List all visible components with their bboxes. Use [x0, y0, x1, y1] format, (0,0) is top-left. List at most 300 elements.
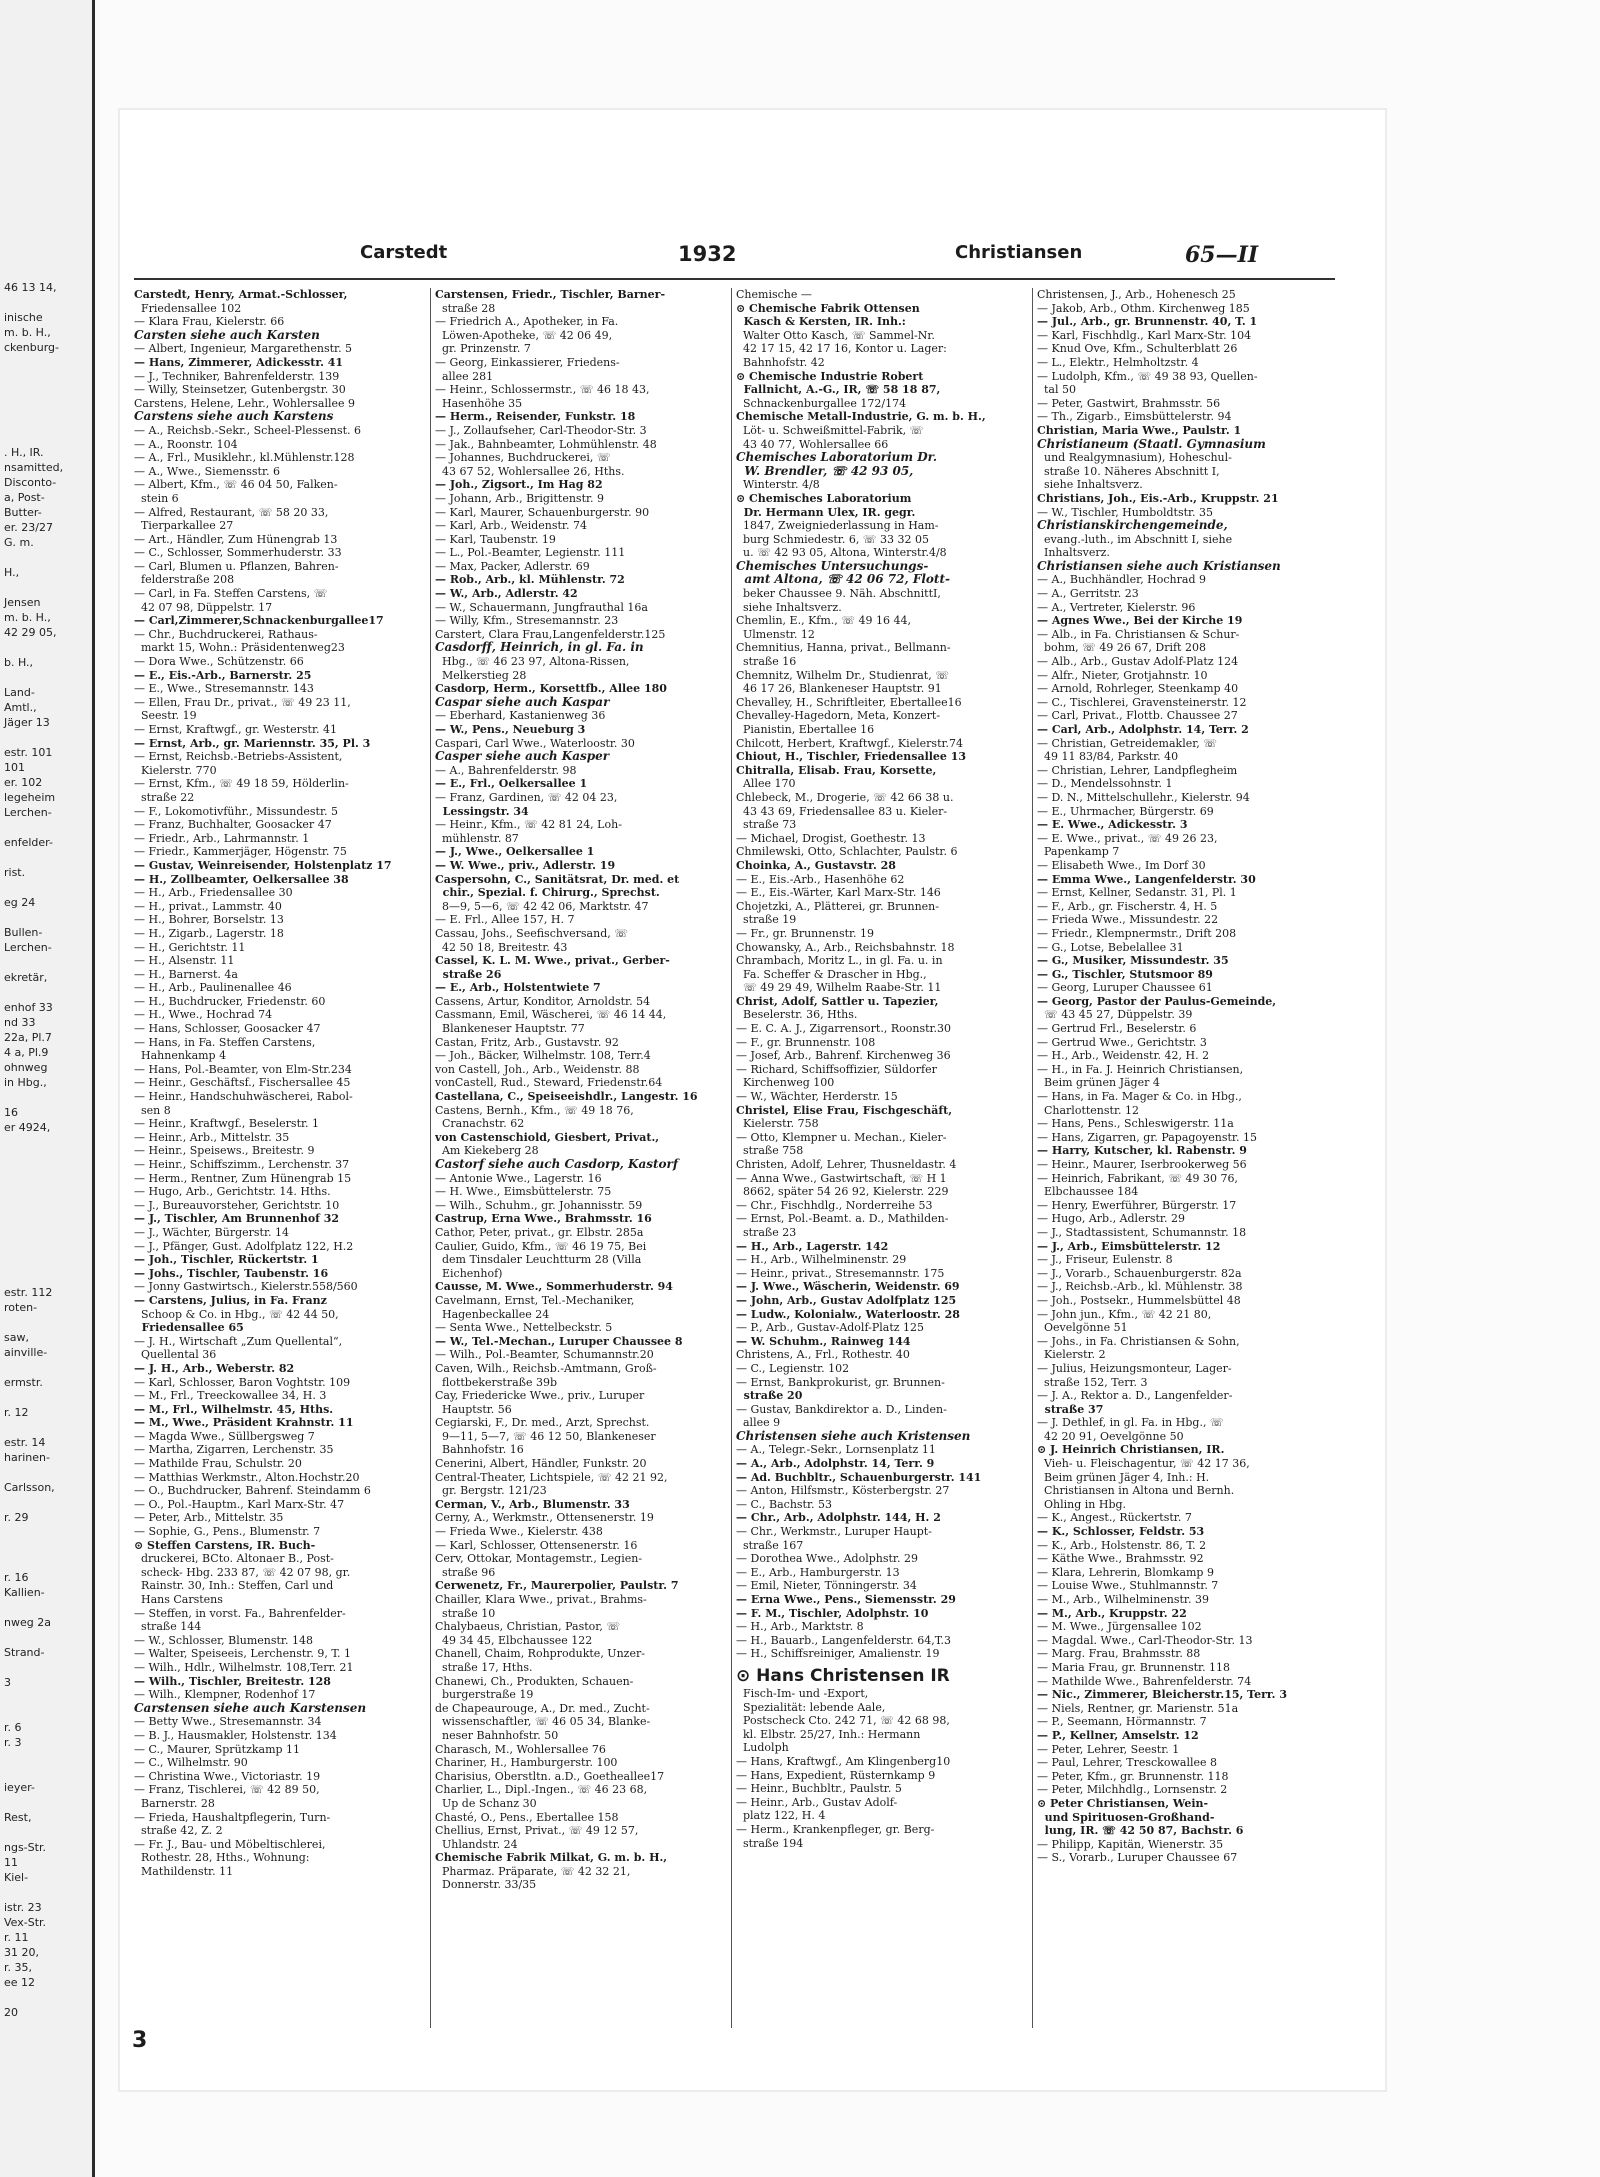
directory-entry: Chalybaeus, Christian, Pastor, ☏: [435, 1620, 621, 1634]
directory-entry: 42 50 18, Breitestr. 43: [435, 940, 568, 954]
directory-entry: — J. H., Arb., Weberstr. 82: [134, 1361, 295, 1375]
gutter-fragment: [0, 1240, 67, 1255]
directory-entry: Rothestr. 28, Hths., Wohnung:: [134, 1851, 310, 1865]
directory-entry: Castrup, Erna Wwe., Brahmsstr. 16: [435, 1212, 652, 1226]
directory-entry: straße 37: [1037, 1402, 1104, 1416]
gutter-fragment: [0, 1495, 67, 1510]
gutter-fragment: r. 6: [4, 1721, 22, 1734]
directory-entry: 46 17 26, Blankeneser Hauptstr. 91: [736, 682, 942, 696]
directory-entry: — G., Musiker, Missundestr. 35: [1037, 954, 1229, 968]
gutter-fragment: [0, 910, 67, 925]
directory-entry: Beim grünen Jäger 4: [1037, 1076, 1160, 1090]
directory-entry: — Hans, Zigarren, gr. Papagoyenstr. 15: [1037, 1130, 1257, 1144]
directory-entry: ⊙ J. Heinrich Christiansen, IR.: [1037, 1443, 1225, 1457]
directory-entry: straße 19: [736, 913, 797, 927]
directory-entry: — Christina Wwe., Victoriastr. 19: [134, 1769, 321, 1783]
directory-entry: Melkerstieg 28: [435, 668, 527, 682]
directory-entry: — W., Schauermann, Jungfrauthal 16a: [435, 600, 648, 614]
directory-entry: — Alfr., Nieter, Grotjahnstr. 10: [1037, 668, 1208, 682]
directory-entry: — Knud Ove, Kfm., Schulterblatt 26: [1037, 342, 1238, 356]
directory-entry: Charasch, M., Wohlersallee 76: [435, 1742, 606, 1756]
gutter-fragment: [0, 1360, 67, 1375]
gutter-fragment: istr. 23: [4, 1901, 42, 1914]
directory-entry: — J., Arb., Eimsbüttelerstr. 12: [1037, 1239, 1221, 1253]
directory-entry: — Jak., Bahnbeamter, Lohmühlenstr. 48: [435, 437, 657, 451]
directory-entry: — G., Lotse, Bebelallee 31: [1037, 940, 1184, 954]
directory-entry: — Jul., Arb., gr. Brunnenstr. 40, T. 1: [1037, 315, 1258, 329]
gutter-fragment: [0, 1690, 67, 1705]
directory-entry: Carsten siehe auch Karsten: [134, 328, 320, 342]
directory-entry: straße 144: [134, 1620, 202, 1634]
directory-entry: — Wilh., Schuhm., gr. Johannisstr. 59: [435, 1198, 643, 1212]
directory-entry: — Jakob, Arb., Othm. Kirchenweg 185: [1037, 301, 1250, 315]
directory-entry: siehe Inhaltsverz.: [1037, 478, 1143, 492]
gutter-fragment: [0, 355, 67, 370]
directory-entry: Castellana, C., Speiseeishdlr., Langestr. 16: [435, 1090, 698, 1104]
gutter-fragment: harinen-: [4, 1451, 50, 1464]
directory-entry: — Joh., Zigsort., Im Hag 82: [435, 478, 603, 492]
directory-entry: Christiansen in Altona und Bernh.: [1037, 1484, 1235, 1498]
gutter-fragment: Butter-: [4, 506, 42, 519]
directory-entry: Chitralla, Elisab. Frau, Korsette,: [736, 763, 937, 777]
gutter-fragment: b. H.,: [4, 656, 34, 669]
directory-entry: — Wilh., Klempner, Rodenhof 17: [134, 1688, 316, 1702]
directory-entry: — Karl, Schlosser, Baron Voghtstr. 109: [134, 1375, 351, 1389]
directory-entry: und Realgymnasium), Hoheschul-: [1037, 451, 1232, 465]
gutter-fragment: estr. 14: [4, 1436, 46, 1449]
directory-entry: — Nic., Zimmerer, Bleicherstr.15, Terr. 3: [1037, 1688, 1287, 1702]
directory-entry: Cerwenetz, Fr., Maurerpolier, Paulstr. 7: [435, 1579, 679, 1593]
directory-entry: straße 16: [736, 655, 797, 669]
directory-entry: Charlier, L., Dipl.-Ingen., ☏ 46 23 68,: [435, 1783, 648, 1797]
directory-entry: — Martha, Zigarren, Lerchenstr. 35: [134, 1443, 334, 1457]
directory-entry: — Georg, Einkassierer, Friedens-: [435, 355, 620, 369]
directory-entry: Cerman, V., Arb., Blumenstr. 33: [435, 1497, 630, 1511]
gutter-fragment: Disconto-: [4, 476, 57, 489]
directory-entry: — H., Bohrer, Borselstr. 13: [134, 913, 284, 927]
directory-entry: — Albert, Ingenieur, Margarethenstr. 5: [134, 342, 353, 356]
directory-entry: — G., Tischler, Stutsmoor 89: [1037, 967, 1213, 981]
directory-entry: Chariner, H., Hamburgerstr. 100: [435, 1756, 618, 1770]
directory-entry: Friedensallee 65: [134, 1321, 244, 1335]
directory-entry: — Heinr., Buchbltr., Paulstr. 5: [736, 1782, 902, 1796]
directory-entry: Kirchenweg 100: [736, 1076, 835, 1090]
directory-entry: Charlottenstr. 12: [1037, 1103, 1139, 1117]
gutter-fragment: ngs-Str.: [4, 1841, 46, 1854]
gutter-fragment: [0, 1150, 67, 1165]
directory-entry: — Ellen, Frau Dr., privat., ☏ 49 23 11,: [134, 695, 351, 709]
directory-entry: — A., Arb., Adolphstr. 14, Terr. 9: [736, 1457, 935, 1471]
directory-entry: — Peter, Lehrer, Seestr. 1: [1037, 1742, 1180, 1756]
gutter-fragment: [0, 670, 67, 685]
directory-entry: — J., Wächter, Bürgerstr. 14: [134, 1225, 290, 1239]
directory-entry: — M., Arb., Wilhelminenstr. 39: [1037, 1593, 1209, 1606]
directory-entry: — Jonny Gastwirtsch., Kielerstr.558/560: [134, 1280, 358, 1294]
directory-entry: Chemlin, E., Kfm., ☏ 49 16 44,: [736, 614, 912, 628]
directory-entry: — H., Buchdrucker, Friedenstr. 60: [134, 994, 326, 1008]
directory-entry: — Magdal. Wwe., Carl-Theodor-Str. 13: [1037, 1633, 1253, 1647]
directory-entry: — Alb., Arb., Gustav Adolf-Platz 124: [1037, 655, 1239, 669]
directory-entry: Chemisches Laboratorium Dr.: [736, 451, 938, 465]
gutter-fragment: [0, 1315, 67, 1330]
directory-entry: — Gertrud Wwe., Gerichtstr. 3: [1037, 1035, 1207, 1049]
directory-entry: Winterstr. 4/8: [736, 478, 820, 492]
directory-entry: Chemnitius, Hanna, privat., Bellmann-: [736, 641, 951, 655]
directory-entry: — H., Arb., Wilhelminenstr. 29: [736, 1253, 907, 1267]
directory-entry: — J., Techniker, Bahrenfelderstr. 139: [134, 369, 340, 383]
directory-entry: — Klara Frau, Kielerstr. 66: [134, 315, 285, 329]
directory-entry: — Wilh., Tischler, Breitestr. 128: [134, 1674, 331, 1688]
directory-entry: — Heinr., Geschäftsf., Fischersallee 45: [134, 1076, 351, 1090]
directory-entry: bohm, ☏ 49 26 67, Drift 208: [1037, 641, 1206, 655]
directory-entry: Cerv, Ottokar, Montagemstr., Legien-: [435, 1552, 643, 1566]
directory-entry: — Steffen, in vorst. Fa., Bahrenfelder-: [134, 1606, 346, 1620]
directory-entry: Christ, Adolf, Sattler u. Tapezier,: [736, 994, 939, 1008]
directory-entry: — J. H., Wirtschaft „Zum Quellental“,: [134, 1334, 343, 1348]
directory-entry: — Friedr., Klempnermstr., Drift 208: [1037, 926, 1237, 940]
directory-entry: sen 8: [134, 1103, 171, 1117]
directory-entry: 43 43 69, Friedensallee 83 u. Kieler-: [736, 804, 948, 818]
directory-entry: Beselerstr. 36, Hths.: [736, 1008, 858, 1022]
directory-entry: allee 281: [435, 369, 494, 383]
gutter-fragment: Carlsson,: [4, 1481, 55, 1494]
directory-entry: — Carl, Privat., Flottb. Chaussee 27: [1037, 709, 1238, 723]
directory-entry: ⊙ Steffen Carstens, IR. Buch-: [134, 1538, 316, 1552]
gutter-fragment: r. 16: [4, 1571, 29, 1584]
directory-entry: Pharmaz. Präparate, ☏ 42 32 21,: [435, 1864, 631, 1878]
directory-entry: Rainstr. 30, Inh.: Steffen, Carl und: [134, 1579, 334, 1593]
directory-entry: 42 07 98, Düppelstr. 17: [134, 600, 273, 614]
directory-entry: Am Kiekeberg 28: [435, 1144, 539, 1158]
directory-entry: — Heinr., Speisews., Breitestr. 9: [134, 1144, 315, 1158]
directory-entry: — Heinr., Handschuhwäscherei, Rabol-: [134, 1090, 353, 1104]
directory-entry: — Karl, Maurer, Schauenburgerstr. 90: [435, 505, 650, 519]
directory-entry: — Frieda, Haushaltpflegerin, Turn-: [134, 1810, 331, 1824]
directory-entry: Cassau, Johs., Seefischversand, ☏: [435, 926, 628, 940]
gutter-fragment: inische: [4, 311, 43, 324]
directory-entry: — Herm., Rentner, Zum Hünengrab 15: [134, 1171, 352, 1185]
directory-entry: — E. Wwe., privat., ☏ 49 26 23,: [1037, 831, 1218, 845]
directory-entry: straße 167: [736, 1538, 804, 1552]
directory-entry: — Marg. Frau, Brahmsstr. 88: [1037, 1647, 1201, 1661]
gutter-fragment: ee 12: [4, 1976, 36, 1989]
directory-entry: Dr. Hermann Ulex, IR. gegr.: [736, 505, 916, 519]
gutter-fragment: [0, 1090, 67, 1105]
directory-entry: Papenkamp 7: [1037, 845, 1120, 859]
directory-entry: Chellius, Ernst, Privat., ☏ 49 12 57,: [435, 1824, 639, 1838]
directory-entry: Carstensen siehe auch Karstensen: [134, 1701, 367, 1715]
directory-entry: — M., Frl., Treeckowallee 34, H. 3: [134, 1389, 327, 1403]
directory-entry: — Johannes, Buchdruckerei, ☏: [435, 451, 611, 465]
directory-entry: markt 15, Wohn.: Präsidentenweg23: [134, 641, 345, 655]
gutter-fragment: ekretär,: [4, 971, 48, 984]
directory-entry: — Elisabeth Wwe., Im Dorf 30: [1037, 858, 1206, 872]
directory-entry: Chanewi, Ch., Produkten, Schauen-: [435, 1674, 634, 1688]
directory-entry: — John, Arb., Gustav Adolfplatz 125: [736, 1293, 957, 1307]
directory-entry: — Julius, Heizungsmonteur, Lager-: [1037, 1361, 1232, 1375]
directory-entry: platz 122, H. 4: [736, 1809, 826, 1823]
directory-entry: scheck- Hbg. 233 87, ☏ 42 07 98, gr.: [134, 1565, 351, 1579]
directory-entry: — Karl, Fischhdlg., Karl Marx-Str. 104: [1037, 328, 1252, 342]
gutter-fragment: [0, 1540, 67, 1555]
directory-entry: Kielerstr. 2: [1037, 1348, 1106, 1362]
directory-entry: — M., Arb., Kruppstr. 22: [1037, 1606, 1187, 1620]
directory-entry: — A., Frl., Musiklehr., kl.Mühlenstr.128: [134, 451, 355, 465]
gutter-fragment: [0, 1750, 67, 1765]
directory-entry: — E., Arb., Holstentwiete 7: [435, 981, 601, 995]
directory-entry: — P., Kellner, Amselstr. 12: [1037, 1728, 1199, 1742]
directory-entry: Cassel, K. L. M. Wwe., privat., Gerber-: [435, 954, 670, 968]
gutter-fragment: . H., IR.: [4, 446, 44, 459]
gutter-fragment: [0, 550, 67, 565]
directory-entry: Lessingstr. 34: [435, 804, 529, 818]
gutter-fragment: [0, 1195, 67, 1210]
directory-entry: Christianeum (Staatl. Gymnasium: [1037, 437, 1266, 451]
directory-entry: — Georg, Pastor der Paulus-Gemeinde,: [1037, 994, 1277, 1008]
directory-entry: — H., Schiffsreiniger, Amalienstr. 19: [736, 1647, 940, 1661]
directory-entry: — C., Bachstr. 53: [736, 1497, 833, 1511]
directory-entry: — J., Stadtassistent, Schumannstr. 18: [1037, 1225, 1247, 1239]
gutter-fragment: Lerchen-: [4, 941, 52, 954]
gutter-fragment: rist.: [4, 866, 26, 879]
directory-entry: — Ernst, Kellner, Sedanstr. 31, Pl. 1: [1037, 886, 1237, 900]
directory-entry: 9—11, 5—7, ☏ 46 12 50, Blankeneser: [435, 1429, 656, 1443]
directory-entry: straße 22: [134, 790, 195, 804]
directory-entry: — F. M., Tischler, Adolphstr. 10: [736, 1606, 929, 1620]
gutter-fragment: [0, 400, 67, 415]
gutter-fragment: [0, 1600, 67, 1615]
directory-entry: Beim grünen Jäger 4, Inh.: H.: [1037, 1470, 1210, 1484]
directory-entry: — Willy, Steinsetzer, Gutenbergstr. 30: [134, 383, 346, 397]
directory-entry: — Betty Wwe., Stresemannstr. 34: [134, 1715, 322, 1729]
gutter-fragment: ieyer-: [4, 1781, 35, 1794]
directory-entry: Bahnhofstr. 16: [435, 1443, 524, 1457]
directory-entry: Chailler, Klara Wwe., privat., Brahms-: [435, 1593, 647, 1606]
directory-entry: — Hans, in Fa. Mager & Co. in Hbg.,: [1037, 1090, 1242, 1104]
directory-entry: Quellental 36: [134, 1348, 217, 1362]
directory-entry: Vieh- u. Fleischagentur, ☏ 42 17 36,: [1037, 1457, 1250, 1471]
gutter-fragment: er. 102: [4, 776, 43, 789]
directory-entry: — K., Angest., Rückertstr. 7: [1037, 1511, 1192, 1525]
directory-entry: 1847, Zweigniederlassung in Ham-: [736, 519, 939, 533]
directory-entry: Christens, A., Frl., Rothestr. 40: [736, 1348, 910, 1362]
directory-entry: — Carl, in Fa. Steffen Carstens, ☏: [134, 587, 328, 601]
directory-entry: — W., Wächter, Herderstr. 15: [736, 1090, 898, 1104]
directory-entry: — J., Friseur, Eulenstr. 8: [1037, 1253, 1173, 1267]
directory-entry: — Franz, Buchhalter, Goosacker 47: [134, 818, 332, 832]
directory-entry: — Louise Wwe., Stuhlmannstr. 7: [1037, 1579, 1219, 1593]
directory-entry: Chanell, Chaim, Rohprodukte, Unzer-: [435, 1647, 645, 1661]
directory-entry: — P., Seemann, Hörmannstr. 7: [1037, 1715, 1207, 1729]
directory-entry: straße 42, Z. 2: [134, 1824, 223, 1838]
directory-entry: tal 50: [1037, 383, 1076, 397]
gutter-fragment: Rest,: [4, 1811, 32, 1824]
gutter-fragment: 16: [4, 1106, 18, 1119]
gutter-fragment: [0, 1630, 67, 1645]
gutter-fragment: ermstr.: [4, 1376, 43, 1389]
entry-columns: [130, 288, 1335, 2028]
directory-entry: — A., Wwe., Siemensstr. 6: [134, 464, 280, 478]
directory-entry: amt Altona, ☏ 42 06 72, Flott-: [736, 573, 950, 587]
gutter-fragment: [0, 430, 67, 445]
gutter-fragment: [0, 1705, 67, 1720]
directory-entry: — E., Eis.-Wärter, Karl Marx-Str. 146: [736, 886, 941, 900]
directory-entry: — O., Buchdrucker, Bahrenf. Steindamm 6: [134, 1484, 371, 1498]
directory-entry: — H., Barnerst. 4a: [134, 967, 238, 981]
directory-entry: 43 67 52, Wohlersallee 26, Hths.: [435, 464, 625, 478]
directory-entry: Hans Carstens: [134, 1593, 223, 1606]
gutter-fragment: saw,: [4, 1331, 29, 1344]
gutter-fragment: [0, 1885, 67, 1900]
directory-entry: — Peter, Arb., Mittelstr. 35: [134, 1511, 284, 1525]
column-2: [431, 288, 732, 2028]
directory-entry: Spezialität: lebende Aale,: [736, 1700, 886, 1714]
directory-entry: Bahnhofstr. 42: [736, 355, 825, 369]
directory-entry: ⊙ Peter Christiansen, Wein-: [1037, 1796, 1209, 1810]
directory-entry: straße 96: [435, 1565, 496, 1579]
directory-entry: — A., Roonstr. 104: [134, 437, 238, 451]
directory-entry: Barnerstr. 28: [134, 1796, 215, 1810]
directory-entry: Caspersohn, C., Sanitätsrat, Dr. med. et: [435, 872, 680, 886]
directory-entry: — Friedrich A., Apotheker, in Fa.: [435, 315, 619, 329]
directory-entry: W. Brendler, ☏ 42 93 05,: [736, 464, 914, 478]
directory-entry: — Antonie Wwe., Lagerstr. 16: [435, 1171, 602, 1185]
directory-entry: kl. Elbstr. 25/27, Inh.: Hermann: [736, 1727, 921, 1741]
directory-entry: Chilcott, Herbert, Kraftwgf., Kielerstr.74: [736, 736, 964, 750]
directory-entry: de Chapeaurouge, A., Dr. med., Zucht-: [435, 1701, 650, 1715]
directory-entry: — Carstens, Julius, in Fa. Franz: [134, 1293, 327, 1307]
directory-entry: straße 28: [435, 301, 496, 315]
gutter-fragment: Strand-: [4, 1646, 45, 1659]
directory-entry: Allee 170: [736, 777, 796, 791]
directory-entry: — Chr., Arb., Adolphstr. 144, H. 2: [736, 1511, 941, 1525]
directory-entry: ☏ 49 29 49, Wilhelm Raabe-Str. 11: [736, 981, 942, 995]
directory-entry: — Paul, Lehrer, Tresckowallee 8: [1037, 1756, 1217, 1770]
directory-entry: — Ernst, Bankprokurist, gr. Brunnen-: [736, 1375, 945, 1389]
directory-entry: — Herm., Krankenpfleger, gr. Berg-: [736, 1822, 935, 1836]
gutter-fragment: estr. 101: [4, 746, 53, 759]
directory-entry: — J., Pfänger, Gust. Adolfplatz 122, H.2: [134, 1239, 354, 1253]
gutter-fragment: [0, 1465, 67, 1480]
gutter-fragment: r. 12: [4, 1406, 29, 1419]
directory-entry: — Franz, Tischlerei, ☏ 42 89 50,: [134, 1783, 320, 1797]
directory-entry: — Alb., in Fa. Christiansen & Schur-: [1037, 627, 1240, 641]
gutter-fragment: 46 13 14,: [4, 281, 57, 294]
directory-entry: Fisch-Im- und -Export,: [736, 1686, 869, 1700]
directory-entry: — L., Pol.-Beamter, Legienstr. 111: [435, 546, 626, 560]
directory-entry: — Joh., Bäcker, Wilhelmstr. 108, Terr.4: [435, 1049, 651, 1063]
gutter-fragment: [0, 1255, 67, 1270]
directory-entry: Friedensallee 102: [134, 301, 242, 315]
directory-entry: neser Bahnhofstr. 50: [435, 1728, 559, 1742]
directory-entry: — B. J., Hausmakler, Holstenstr. 134: [134, 1728, 337, 1742]
directory-entry: — H., Arb., Lagerstr. 142: [736, 1239, 889, 1253]
gutter-fragment: H.,: [4, 566, 20, 579]
gutter-fragment: 31 20,: [4, 1946, 39, 1959]
directory-entry: burgerstraße 19: [435, 1688, 534, 1702]
directory-entry: straße 10. Näheres Abschnitt I,: [1037, 464, 1220, 478]
directory-entry: Kielerstr. 758: [736, 1117, 819, 1131]
directory-entry: — A., Bahrenfelderstr. 98: [435, 763, 577, 777]
directory-entry: — Harry, Kutscher, kl. Rabenstr. 9: [1037, 1144, 1247, 1158]
gutter-fragment: 101: [4, 761, 25, 774]
directory-entry: — H., Zollbeamter, Oelkersallee 38: [134, 872, 349, 886]
directory-entry: — Ernst, Kraftwgf., gr. Westerstr. 41: [134, 723, 338, 736]
directory-entry: — C., Wilhelmstr. 90: [134, 1756, 248, 1770]
gutter-fragment: 4 a, Pl.9: [4, 1046, 49, 1059]
directory-entry: Chevalley, H., Schriftleiter, Ebertallee16: [736, 695, 962, 709]
directory-entry: — Wilh., Hdlr., Wilhelmstr. 108,Terr. 21: [134, 1660, 354, 1674]
column-1: [130, 288, 431, 2028]
directory-entry: — Peter, Gastwirt, Brahmsstr. 56: [1037, 396, 1221, 410]
directory-entry: — Ludw., Kolonialw., Waterloostr. 28: [736, 1307, 960, 1321]
directory-entry: Chiout, H., Tischler, Friedensallee 13: [736, 750, 967, 764]
gutter-fragment: [0, 1210, 67, 1225]
directory-entry: — Carl, Blumen u. Pflanzen, Bahren-: [134, 559, 339, 573]
directory-entry: Carstens siehe auch Karstens: [134, 410, 334, 424]
directory-entry: — Friedr., Kammerjäger, Högenstr. 75: [134, 845, 347, 859]
directory-entry: Donnerstr. 33/35: [435, 1878, 537, 1892]
directory-entry: — Michael, Drogist, Goethestr. 13: [736, 831, 926, 845]
directory-entry: — Ernst, Kfm., ☏ 49 18 59, Hölderlin-: [134, 777, 349, 791]
directory-entry: Castan, Fritz, Arb., Gustavstr. 92: [435, 1035, 619, 1049]
directory-entry: Christel, Elise Frau, Fischgeschäft,: [736, 1103, 953, 1117]
gutter-fragment: 20: [4, 2006, 18, 2019]
directory-entry: — Hans, Zimmerer, Adickesstr. 41: [134, 355, 344, 369]
directory-entry: Schoop & Co. in Hbg., ☏ 42 44 50,: [134, 1307, 339, 1321]
directory-entry: — Franz, Gardinen, ☏ 42 04 23,: [435, 790, 618, 804]
header-page-number: 65—II: [1185, 242, 1259, 268]
directory-entry: — Hans, in Fa. Steffen Carstens,: [134, 1035, 316, 1049]
gutter-fragment: [0, 415, 67, 430]
directory-entry: — O., Pol.-Hauptm., Karl Marx-Str. 47: [134, 1497, 345, 1511]
directory-entry: — D. N., Mittelschullehr., Kielerstr. 94: [1037, 790, 1250, 804]
directory-entry: Chowansky, A., Arb., Reichsbahnstr. 18: [736, 940, 955, 954]
directory-entry: Elbchaussee 184: [1037, 1185, 1139, 1199]
directory-entry: Charisius, Oberstltn. a.D., Goetheallee17: [435, 1769, 665, 1783]
directory-entry: straße 152, Terr. 3: [1037, 1375, 1148, 1389]
directory-entry: felderstraße 208: [134, 573, 235, 587]
directory-entry: 49 11 83/84, Parkstr. 40: [1037, 750, 1179, 764]
gutter-fragment: [0, 295, 67, 310]
directory-entry: — M., Wwe., Präsident Krahnstr. 11: [134, 1416, 354, 1430]
directory-entry: Caven, Wilh., Reichsb.-Amtmann, Groß-: [435, 1361, 657, 1375]
directory-entry: — Josef, Arb., Bahrenf. Kirchenweg 36: [736, 1049, 951, 1063]
gutter-fragment: 42 29 05,: [4, 626, 57, 639]
directory-entry: — M., Frl., Wilhelmstr. 45, Hths.: [134, 1402, 334, 1416]
directory-entry: Chemische —: [736, 288, 812, 301]
directory-entry: — E., Arb., Hamburgerstr. 13: [736, 1565, 900, 1579]
directory-entry: Ohling in Hbg.: [1037, 1497, 1127, 1511]
directory-entry: — C., Tischlerei, Gravensteinerstr. 12: [1037, 695, 1247, 709]
directory-entry: Up de Schanz 30: [435, 1796, 537, 1810]
directory-entry: — F., gr. Brunnenstr. 108: [736, 1035, 876, 1049]
directory-entry: — Ernst, Pol.-Beamt. a. D., Mathilden-: [736, 1212, 949, 1226]
directory-entry: — Matthias Werkmstr., Alton.Hochstr.20: [134, 1470, 360, 1484]
directory-entry: ⊙ Chemische Fabrik Ottensen: [736, 301, 920, 315]
directory-entry: — H., Alsenstr. 11: [134, 954, 235, 968]
directory-entry: — W., Tel.-Mechan., Luruper Chaussee 8: [435, 1334, 683, 1348]
directory-entry: — Heinr., privat., Stresemannstr. 175: [736, 1266, 945, 1280]
directory-entry: — Peter, Kfm., gr. Brunnenstr. 118: [1037, 1769, 1229, 1783]
directory-entry: — P., Arb., Gustav-Adolf-Platz 125: [736, 1321, 925, 1335]
directory-entry: ⊙ Chemische Industrie Robert: [736, 369, 924, 383]
directory-entry: — Friedr., Arb., Lahrmannstr. 1: [134, 831, 310, 845]
gutter-fragment: [0, 640, 67, 655]
directory-entry: Ludolph: [736, 1741, 789, 1755]
directory-entry: Cathor, Peter, privat., gr. Elbstr. 285a: [435, 1225, 644, 1239]
directory-entry: — Richard, Schiffsoffizier, Süldorfer: [736, 1062, 937, 1076]
